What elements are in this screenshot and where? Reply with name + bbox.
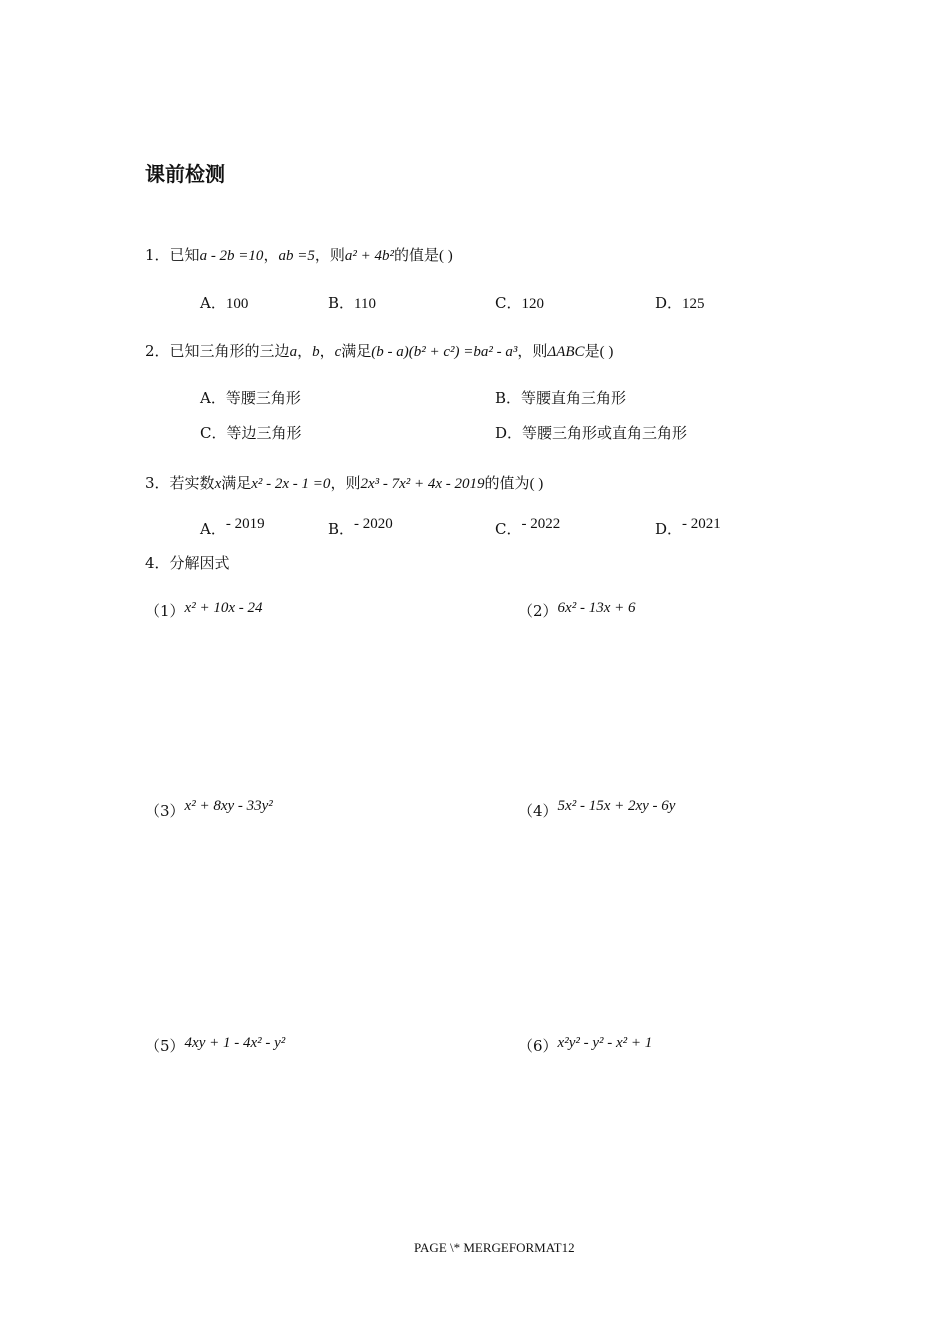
question-text: 已知三角形的三边 [169, 342, 290, 360]
sub-item-1: （1）x² + 10x - 24 [145, 600, 263, 620]
page-footer: PAGE \* MERGEFORMAT12 [414, 1240, 575, 1255]
math-expr: x²y² - y² - x² + 1 [557, 1035, 653, 1051]
math-expr: c [334, 344, 342, 360]
option-c: C．等边三角形 [200, 424, 302, 442]
option-a: A．等腰三角形 [200, 389, 301, 407]
section-title: 课前检测 [145, 162, 225, 186]
sub-item-2: （2）6x² - 13x + 6 [518, 600, 636, 620]
option-b: B．110 [328, 294, 376, 312]
math-expr: a - 2b =10 [199, 248, 264, 264]
math-expr: 4xy + 1 - 4x² - y² [184, 1035, 286, 1051]
question-text: 的值是 [393, 246, 439, 264]
math-expr: ab =5 [278, 248, 315, 264]
option-a: A．- 2019 [200, 516, 265, 538]
option-c: C．120 [495, 294, 544, 312]
option-b: B．- 2020 [328, 516, 393, 538]
math-expr: ΔABC [547, 344, 585, 360]
sub-item-6: （6）x²y² - y² - x² + 1 [518, 1035, 653, 1055]
question-1 [145, 244, 453, 265]
math-expr: 6x² - 13x + 6 [557, 600, 636, 616]
option-a: A．100 [200, 294, 249, 312]
math-expr: x [214, 476, 222, 492]
question-text: 分解因式 [169, 554, 230, 572]
question-text: ， [263, 246, 279, 264]
question-number: 4． [145, 554, 170, 572]
question-number: 3． [145, 474, 170, 492]
question-text: ，则 [314, 246, 345, 264]
question-4 [145, 552, 230, 573]
question-number: 1． [145, 246, 170, 264]
answer-blank: ( ) [599, 344, 614, 360]
option-d: D．等腰三角形或直角三角形 [495, 424, 688, 442]
option-c: C．- 2022 [495, 516, 561, 538]
math-expr: x² + 8xy - 33y² [184, 798, 273, 814]
math-expr: a² + 4b² [344, 248, 394, 264]
math-expr: 2x³ - 7x² + 4x - 2019 [360, 476, 485, 492]
math-expr: (b - a)(b² + c²) =ba² - a³ [371, 344, 518, 360]
math-expr: b [312, 344, 320, 360]
answer-blank: ( ) [438, 248, 453, 264]
question-number: 2． [145, 342, 170, 360]
sub-item-3: （3）x² + 8xy - 33y² [145, 798, 273, 820]
sub-item-5: （5）4xy + 1 - 4x² - y² [145, 1035, 286, 1055]
question-text: 已知 [169, 246, 200, 264]
option-d: D．- 2021 [655, 516, 721, 538]
math-expr: x² - 2x - 1 =0 [251, 476, 331, 492]
answer-blank: ( ) [529, 476, 544, 492]
question-2: 2．已知三角形的三边a，b，c满足(b - a)(b² + c²) =ba² - a³，则ΔABC是( ) [145, 342, 614, 360]
question-3: 3．若实数x满足x² - 2x - 1 =0，则2x³ - 7x² + 4x - 2019的值为( ) [145, 474, 544, 492]
math-expr: x² + 10x - 24 [184, 600, 263, 616]
math-expr: 5x² - 15x + 2xy - 6y [557, 798, 676, 814]
option-b: B．等腰直角三角形 [495, 389, 627, 407]
option-d: D．125 [655, 294, 705, 312]
math-expr: a [289, 344, 298, 360]
sub-item-4: （4）5x² - 15x + 2xy - 6y [518, 798, 676, 820]
